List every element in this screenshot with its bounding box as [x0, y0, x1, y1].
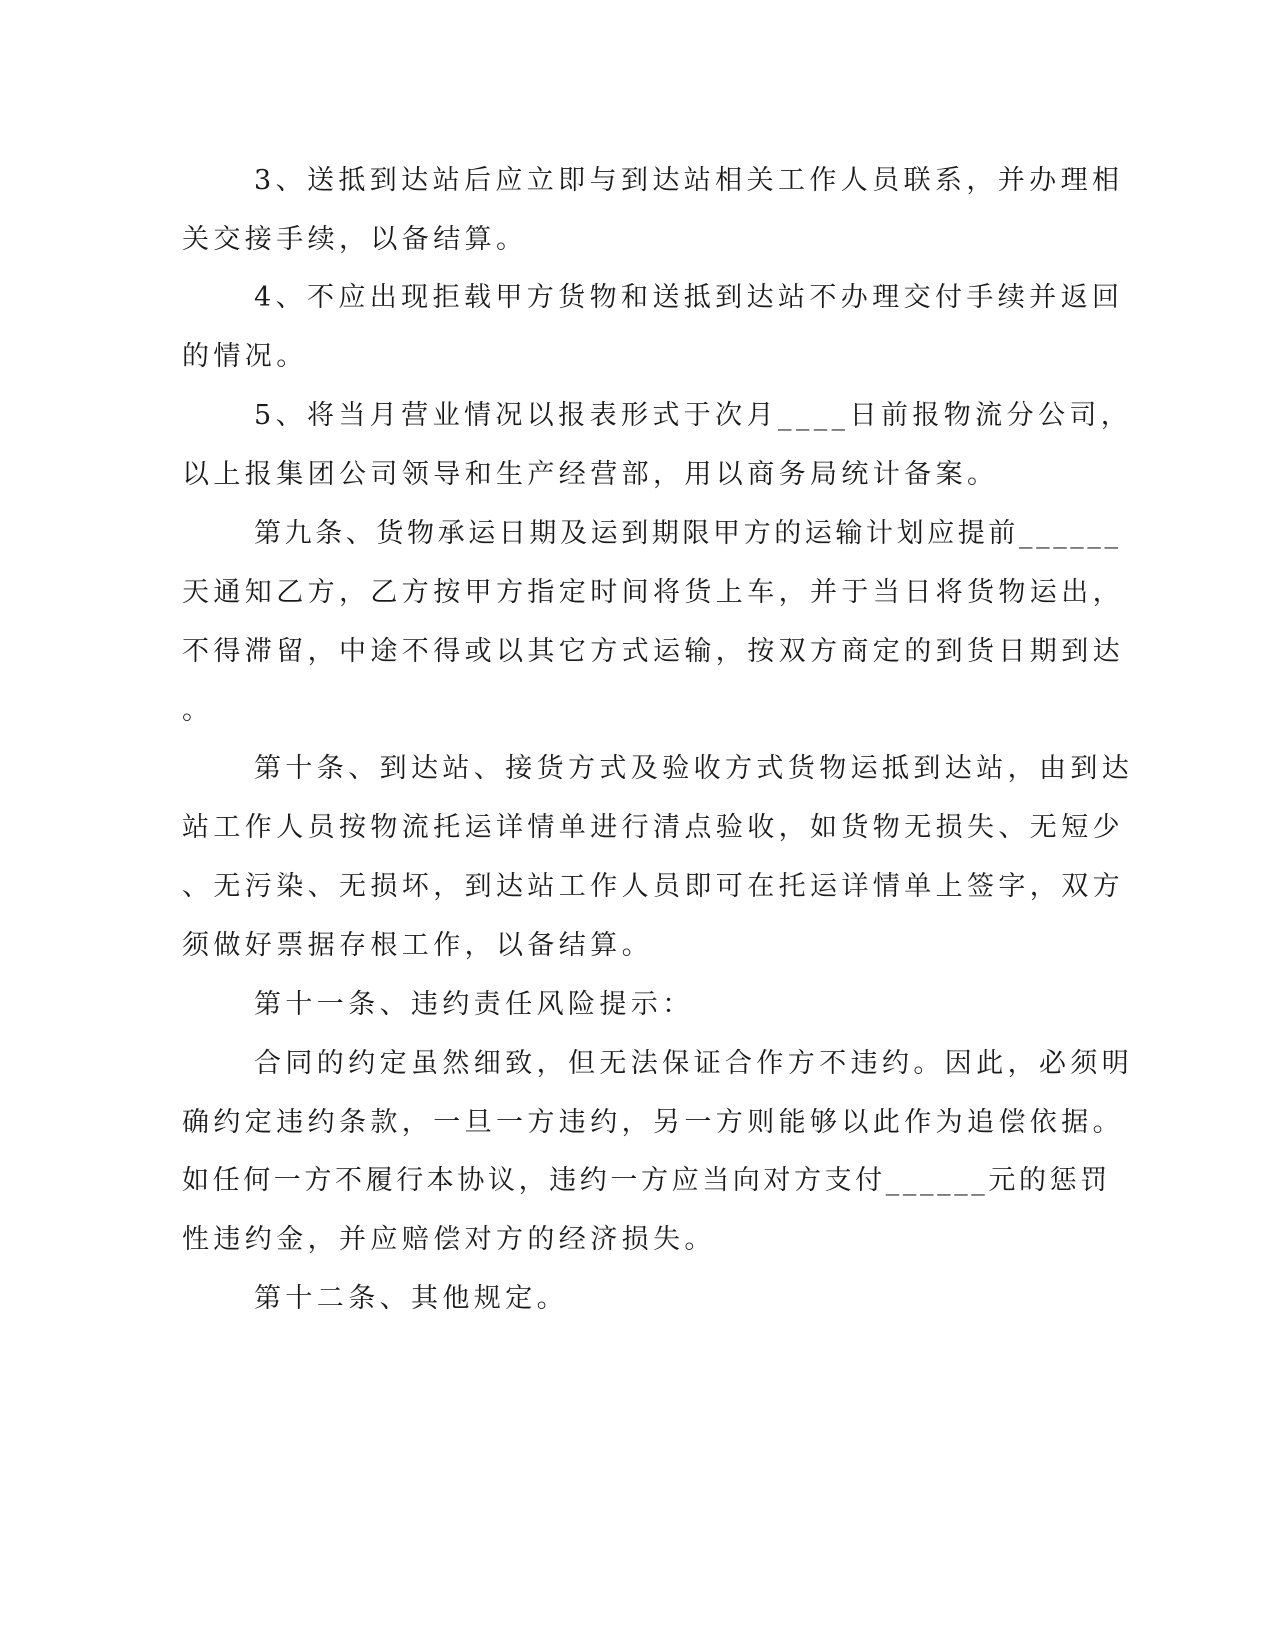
paragraph-line: 4、不应出现拒载甲方货物和送抵到达站不办理交付手续并返回: [254, 282, 1124, 313]
paragraph-line: 须做好票据存根工作，以备结算。: [182, 930, 653, 961]
paragraph-line: 确约定违约条款，一旦一方违约，另一方则能够以此作为追偿依据。: [182, 1107, 1124, 1138]
paragraph-line: 关交接手续，以备结算。: [182, 224, 528, 255]
paragraph-line: 。: [182, 695, 214, 726]
paragraph-line: 天通知乙方，乙方按甲方指定时间将货上车，并于当日将货物运出，: [182, 577, 1124, 608]
section-heading: 第十二条、其他规定。: [254, 1283, 568, 1314]
paragraph-line: 3、送抵到达站后应立即与到达站相关工作人员联系，并办理相: [254, 165, 1124, 196]
paragraph-line: 如任何一方不履行本协议，违约一方应当向对方支付______元的惩罚: [182, 1165, 1111, 1196]
paragraph-line: 以上报集团公司领导和生产经营部，用以商务局统计备案。: [182, 459, 999, 490]
paragraph-line: 合同的约定虽然细致，但无法保证合作方不违约。因此，必须明: [254, 1048, 1134, 1079]
paragraph-line: 5、将当月营业情况以报表形式于次月____日前报物流分公司，: [254, 400, 1133, 431]
paragraph-line: 的情况。: [182, 341, 308, 372]
paragraph-line: 第九条、货物承运日期及运到期限甲方的运输计划应提前______: [254, 518, 1122, 549]
paragraph-line: 不得滞留，中途不得或以其它方式运输，按双方商定的到货日期到达: [182, 636, 1124, 667]
paragraph-line: 性违约金，并应赔偿对方的经济损失。: [182, 1224, 716, 1255]
paragraph-line: 站工作人员按物流托运详情单进行清点验收，如货物无损失、无短少: [182, 812, 1124, 843]
section-heading: 第十一条、违约责任风险提示：: [254, 989, 694, 1020]
paragraph-line: 、无污染、无损坏，到达站工作人员即可在托运详情单上签字，双方: [182, 871, 1124, 902]
paragraph-line: 第十条、到达站、接货方式及验收方式货物运抵到达站，由到达: [254, 753, 1134, 784]
